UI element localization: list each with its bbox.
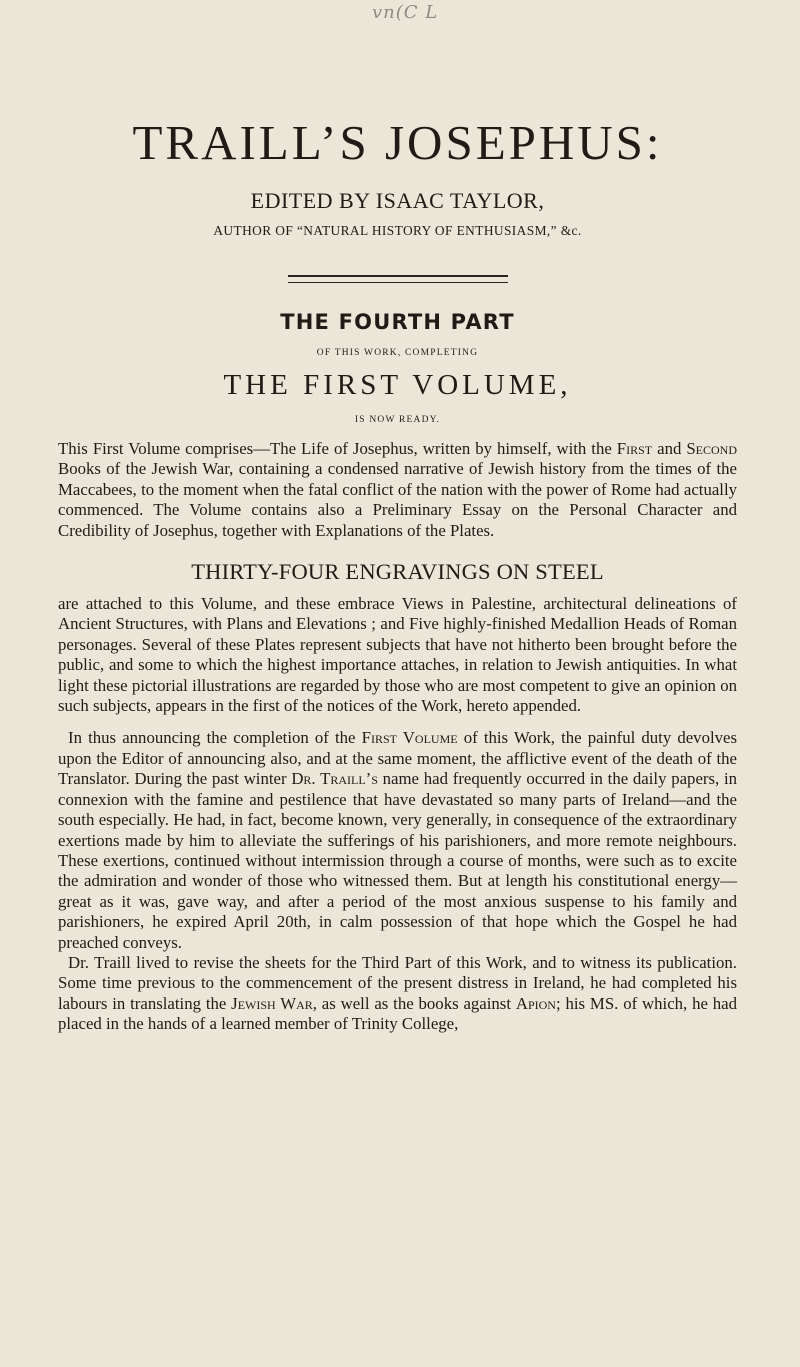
text-run-small-caps: First Volume xyxy=(361,728,458,748)
text-run: of this Work, the painful duty devolves upon the Editor of announcing also, and at the same moment, the afflictive event of the death of the Translator. During the past winter xyxy=(58,728,737,789)
engravings-heading: THIRTY-FOUR ENGRAVINGS ON STEEL xyxy=(191,559,604,585)
text-run-small-caps: First xyxy=(616,439,653,458)
text-run-small-caps: Jewish War xyxy=(231,993,313,1013)
text-run: In thus announcing the completion of the xyxy=(68,728,362,748)
paragraph-traill-labours xyxy=(58,953,737,1035)
author-note: AUTHOR OF “NATURAL HISTORY OF ENTHUSIASM,” &c. xyxy=(213,223,582,238)
text-run: This First Volume comprises—The Life of Josephus, written by himself, with the xyxy=(58,439,617,458)
paragraph-engravings: are attached to this Volume, and these embrace Views in Palestine, architectural delineations of Ancient Structures, with Plans and Elevations ; and Five highly-finished Medallion Heads of Roman personages. Several of these Plates represent subjects that have not hitherto been brought before the public, and some to which the highest importance attaches, in relation to Jewish antiquities. In what light these pictorial illustrations are regarded by those who are most competent to give an opinion on such subjects, appears in the first of the notices of the Work, hereto appended. xyxy=(58,594,737,716)
text-run-small-caps: Dr. Traill’s xyxy=(291,769,378,789)
text-run: ; his MS. of which, he had placed in the hands of a learned member of Trinity College, xyxy=(58,993,737,1034)
divider-rule xyxy=(288,275,508,283)
paragraph-volume-contents xyxy=(58,439,737,541)
completing-line: OF THIS WORK, COMPLETING xyxy=(316,348,479,358)
text-run: and xyxy=(652,439,687,458)
editor-line: EDITED BY ISAAC TAYLOR, xyxy=(250,188,545,213)
text-run: name had frequently occurred in the daily papers, in connexion with the famine and pestilence that have devastated so many parts of Ireland—and the south especially. He had, in fact, become known, very generally, in consequence of the extraordinary exertions made by him to alleviate the sufferings of his parishioners, and more remote neighbours. These exertions, continued without intermission through a course of months, were such as to excite the admiration and wonder of those who witnessed them. But at length his constitutional energy— great as it was, gave way, and after a period of the most anxious suspense to his family and parishioners, he expired April 20th, in calm possession of that hope which the Gospel he had preached conveys. xyxy=(58,769,737,952)
ready-line: IS NOW READY. xyxy=(354,415,441,425)
text-run: , as well as the books against xyxy=(312,993,516,1013)
paragraph-translator-death xyxy=(58,728,737,952)
text-run: Books of the Jewish War, containing a condensed narrative of Jewish history from the times of the Maccabees, to the moment when the fatal conflict of the nation with the power of Rome had actually commenced. The Volume contains also a Preliminary Essay on the Personal Character and Credibility of Josephus, together with Explanations of the Plates. xyxy=(58,459,737,540)
fourth-part-heading: THE FOURTH PART xyxy=(280,310,515,334)
text-run: Dr. Traill lived to revise the sheets for the Third Part of this Work, and to witness its publication. Some time previous to the commencement of the present distress in Ireland, he had completed his labours in translating the xyxy=(58,952,737,1013)
text-run-small-caps: Apion xyxy=(515,993,556,1013)
main-title: TRAILL’S JOSEPHUS: xyxy=(132,115,663,170)
volume-title: THE FIRST VOLUME, xyxy=(223,369,572,401)
handwritten-note: vn(C L xyxy=(372,2,439,23)
text-run-small-caps: Second xyxy=(686,439,738,458)
